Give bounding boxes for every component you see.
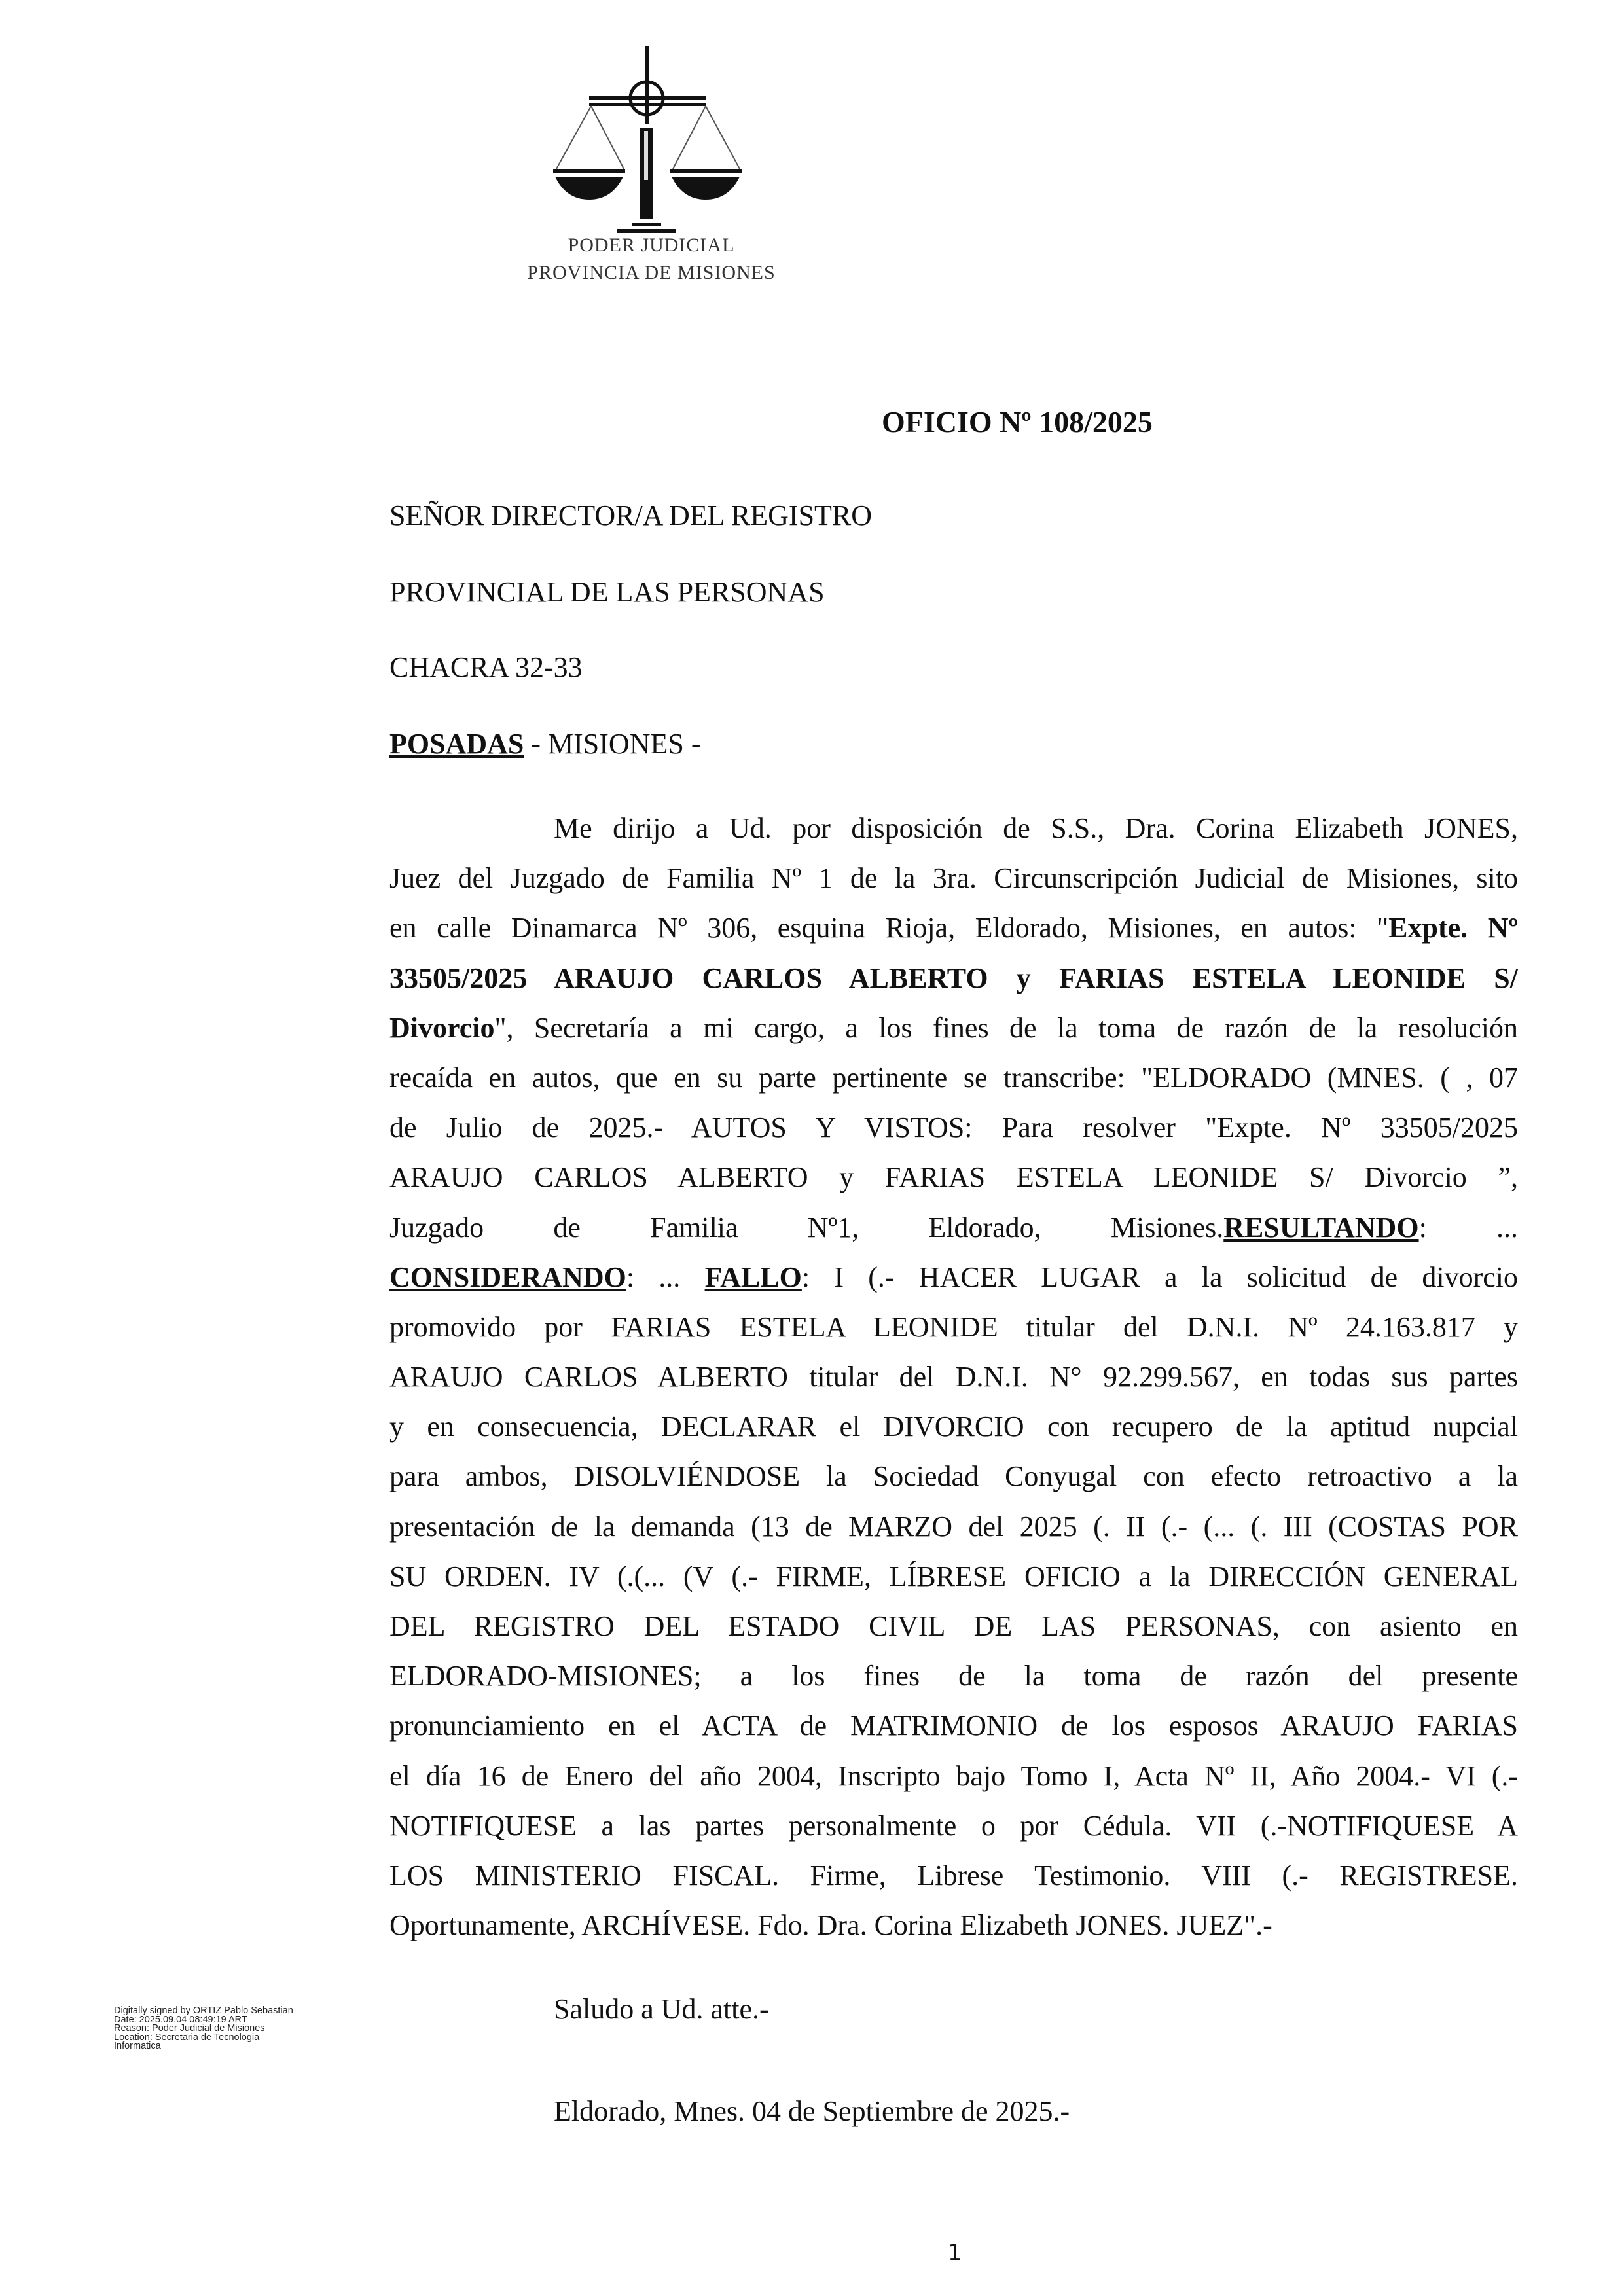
body-text-segment: 33505/2025 ARAUJO CARLOS ALBERTO y FARIAS ESTELA LEONIDE S/ (389, 961, 1518, 994)
body-line (389, 1751, 1518, 1801)
recipient-province: - MISIONES - (524, 728, 701, 760)
body-text-segment: DEL REGISTRO DEL ESTADO CIVIL DE LAS PERSONAS, con asiento en (389, 1610, 1518, 1642)
body-text-segment: : ... (626, 1261, 705, 1293)
body-text-segment: Me dirijo a Ud. por disposición de S.S., Dra. Corina Elizabeth JONES, (554, 812, 1518, 844)
body-text-segment: Expte. Nº (1388, 912, 1518, 944)
poder-judicial-logo (497, 39, 805, 288)
body-text-segment: el día 16 de Enero del año 2004, Inscripto bajo Tomo I, Acta Nº II, Año 2004.- VI (.- (389, 1759, 1518, 1792)
body-line (389, 1651, 1518, 1701)
body-line (389, 1901, 1518, 1950)
body-line (389, 1103, 1518, 1153)
body-text-segment: en calle Dinamarca Nº 306, esquina Rioja, Eldorado, Misiones, en autos: " (389, 912, 1389, 944)
body-line (389, 903, 1518, 953)
body-text-segment: y en consecuencia, DECLARAR el DIVORCIO con recupero de la aptitud nupcial (389, 1410, 1518, 1443)
document-title: OFICIO Nº 108/2025 (882, 405, 1153, 439)
body-text-segment: Juzgado de Familia Nº1, Eldorado, Misiones. (389, 1211, 1224, 1244)
signature-reason: Reason: Poder Judicial de Misiones (114, 2023, 265, 2034)
recipient-line2: PROVINCIAL DE LAS PERSONAS (389, 576, 825, 608)
body-text-segment: presentación de la demanda (13 de MARZO del 2025 (. II (.- (... (. III (COSTAS POR (389, 1510, 1518, 1543)
body-line (389, 1302, 1518, 1352)
body-paragraph (389, 804, 1518, 1950)
recipient-line3: CHACRA 32-33 (389, 651, 583, 683)
body-text-segment: NOTIFIQUESE a las partes personalmente o por Cédula. VII (.-NOTIFIQUESE A (389, 1809, 1518, 1842)
body-line (389, 954, 1518, 1003)
body-text-segment: recaída en autos, que en su parte pertinente se transcribe: "ELDORADO (MNES. ( , 07 (389, 1061, 1518, 1094)
body-text-segment: Oportunamente, ARCHÍVESE. Fdo. Dra. Corina Elizabeth JONES. JUEZ".- (389, 1909, 1272, 1942)
body-line (389, 804, 1518, 853)
body-text-segment: Juez del Juzgado de Familia Nº 1 de la 3ra. Circunscripción Judicial de Misiones, sito (389, 862, 1518, 895)
closing-greeting: Saludo a Ud. atte.- (554, 1993, 769, 2025)
body-line (389, 1552, 1518, 1602)
logo-text-line1: PODER JUDICIAL (568, 234, 735, 256)
body-line (389, 1003, 1518, 1053)
body-line (389, 1801, 1518, 1851)
body-text-segment: promovido por FARIAS ESTELA LEONIDE titular del D.N.I. Nº 24.163.817 y (389, 1310, 1518, 1343)
body-text-segment: CONSIDERANDO (389, 1261, 626, 1293)
body-line (389, 853, 1518, 903)
body-text-segment: Divorcio (389, 1011, 495, 1044)
body-text-segment: de Julio de 2025.- AUTOS Y VISTOS: Para resolver "Expte. Nº 33505/2025 (389, 1111, 1518, 1144)
body-text-segment: ", Secretaría a mi cargo, a los fines de la toma de razón de la resolución (494, 1011, 1518, 1044)
recipient-city-line (389, 727, 700, 761)
page-number: 1 (948, 2240, 962, 2266)
digital-signature-block (114, 2007, 293, 2051)
recipient-city: POSADAS (389, 728, 524, 760)
body-line (389, 1851, 1518, 1901)
body-line (389, 1153, 1518, 1202)
body-line (389, 1502, 1518, 1552)
body-line (389, 1203, 1518, 1253)
body-line (389, 1253, 1518, 1302)
body-line (389, 1352, 1518, 1402)
signature-signer: Digitally signed by ORTIZ Pablo Sebastian (114, 2005, 293, 2016)
body-text-segment: ARAUJO CARLOS ALBERTO titular del D.N.I. N° 92.299.567, en todas sus partes (389, 1361, 1518, 1393)
body-text-segment: SU ORDEN. IV (.(... (V (.- FIRME, LÍBRESE OFICIO a la DIRECCIÓN GENERAL (389, 1560, 1518, 1592)
body-text-segment: RESULTANDO (1223, 1211, 1419, 1244)
body-text-segment: LOS MINISTERIO FISCAL. Firme, Librese Testimonio. VIII (.- REGISTRESE. (389, 1859, 1518, 1892)
body-text-segment: ARAUJO CARLOS ALBERTO y FARIAS ESTELA LEONIDE S/ Divorcio ”, (389, 1161, 1518, 1194)
body-text-segment: ELDORADO-MISIONES; a los fines de la toma de razón del presente (389, 1660, 1518, 1693)
body-line (389, 1701, 1518, 1751)
body-text-segment: : ... (1418, 1211, 1518, 1244)
body-text-segment: para ambos, DISOLVIÉNDOSE la Sociedad Conyugal con efecto retroactivo a la (389, 1460, 1518, 1493)
body-line (389, 1602, 1518, 1651)
recipient-line1: SEÑOR DIRECTOR/A DEL REGISTRO (389, 499, 873, 531)
scales-of-justice-icon (497, 39, 805, 236)
body-line (389, 1402, 1518, 1452)
body-line (389, 1053, 1518, 1103)
signature-date: Date: 2025.09.04 08:49:19 ART (114, 2014, 247, 2025)
body-line (389, 1452, 1518, 1501)
body-text-segment: pronunciamiento en el ACTA de MATRIMONIO de los esposos ARAUJO FARIAS (389, 1710, 1518, 1742)
closing-place-date: Eldorado, Mnes. 04 de Septiembre de 2025.- (554, 2095, 1070, 2127)
signature-location: Location: Secretaria de Tecnologia (114, 2032, 260, 2043)
signature-location-cont: Informatica (114, 2041, 161, 2051)
body-text-segment: : I (.- HACER LUGAR a la solicitud de divorcio (801, 1261, 1518, 1293)
logo-text-line2: PROVINCIA DE MISIONES (527, 262, 776, 283)
body-text-segment: FALLO (704, 1261, 802, 1293)
